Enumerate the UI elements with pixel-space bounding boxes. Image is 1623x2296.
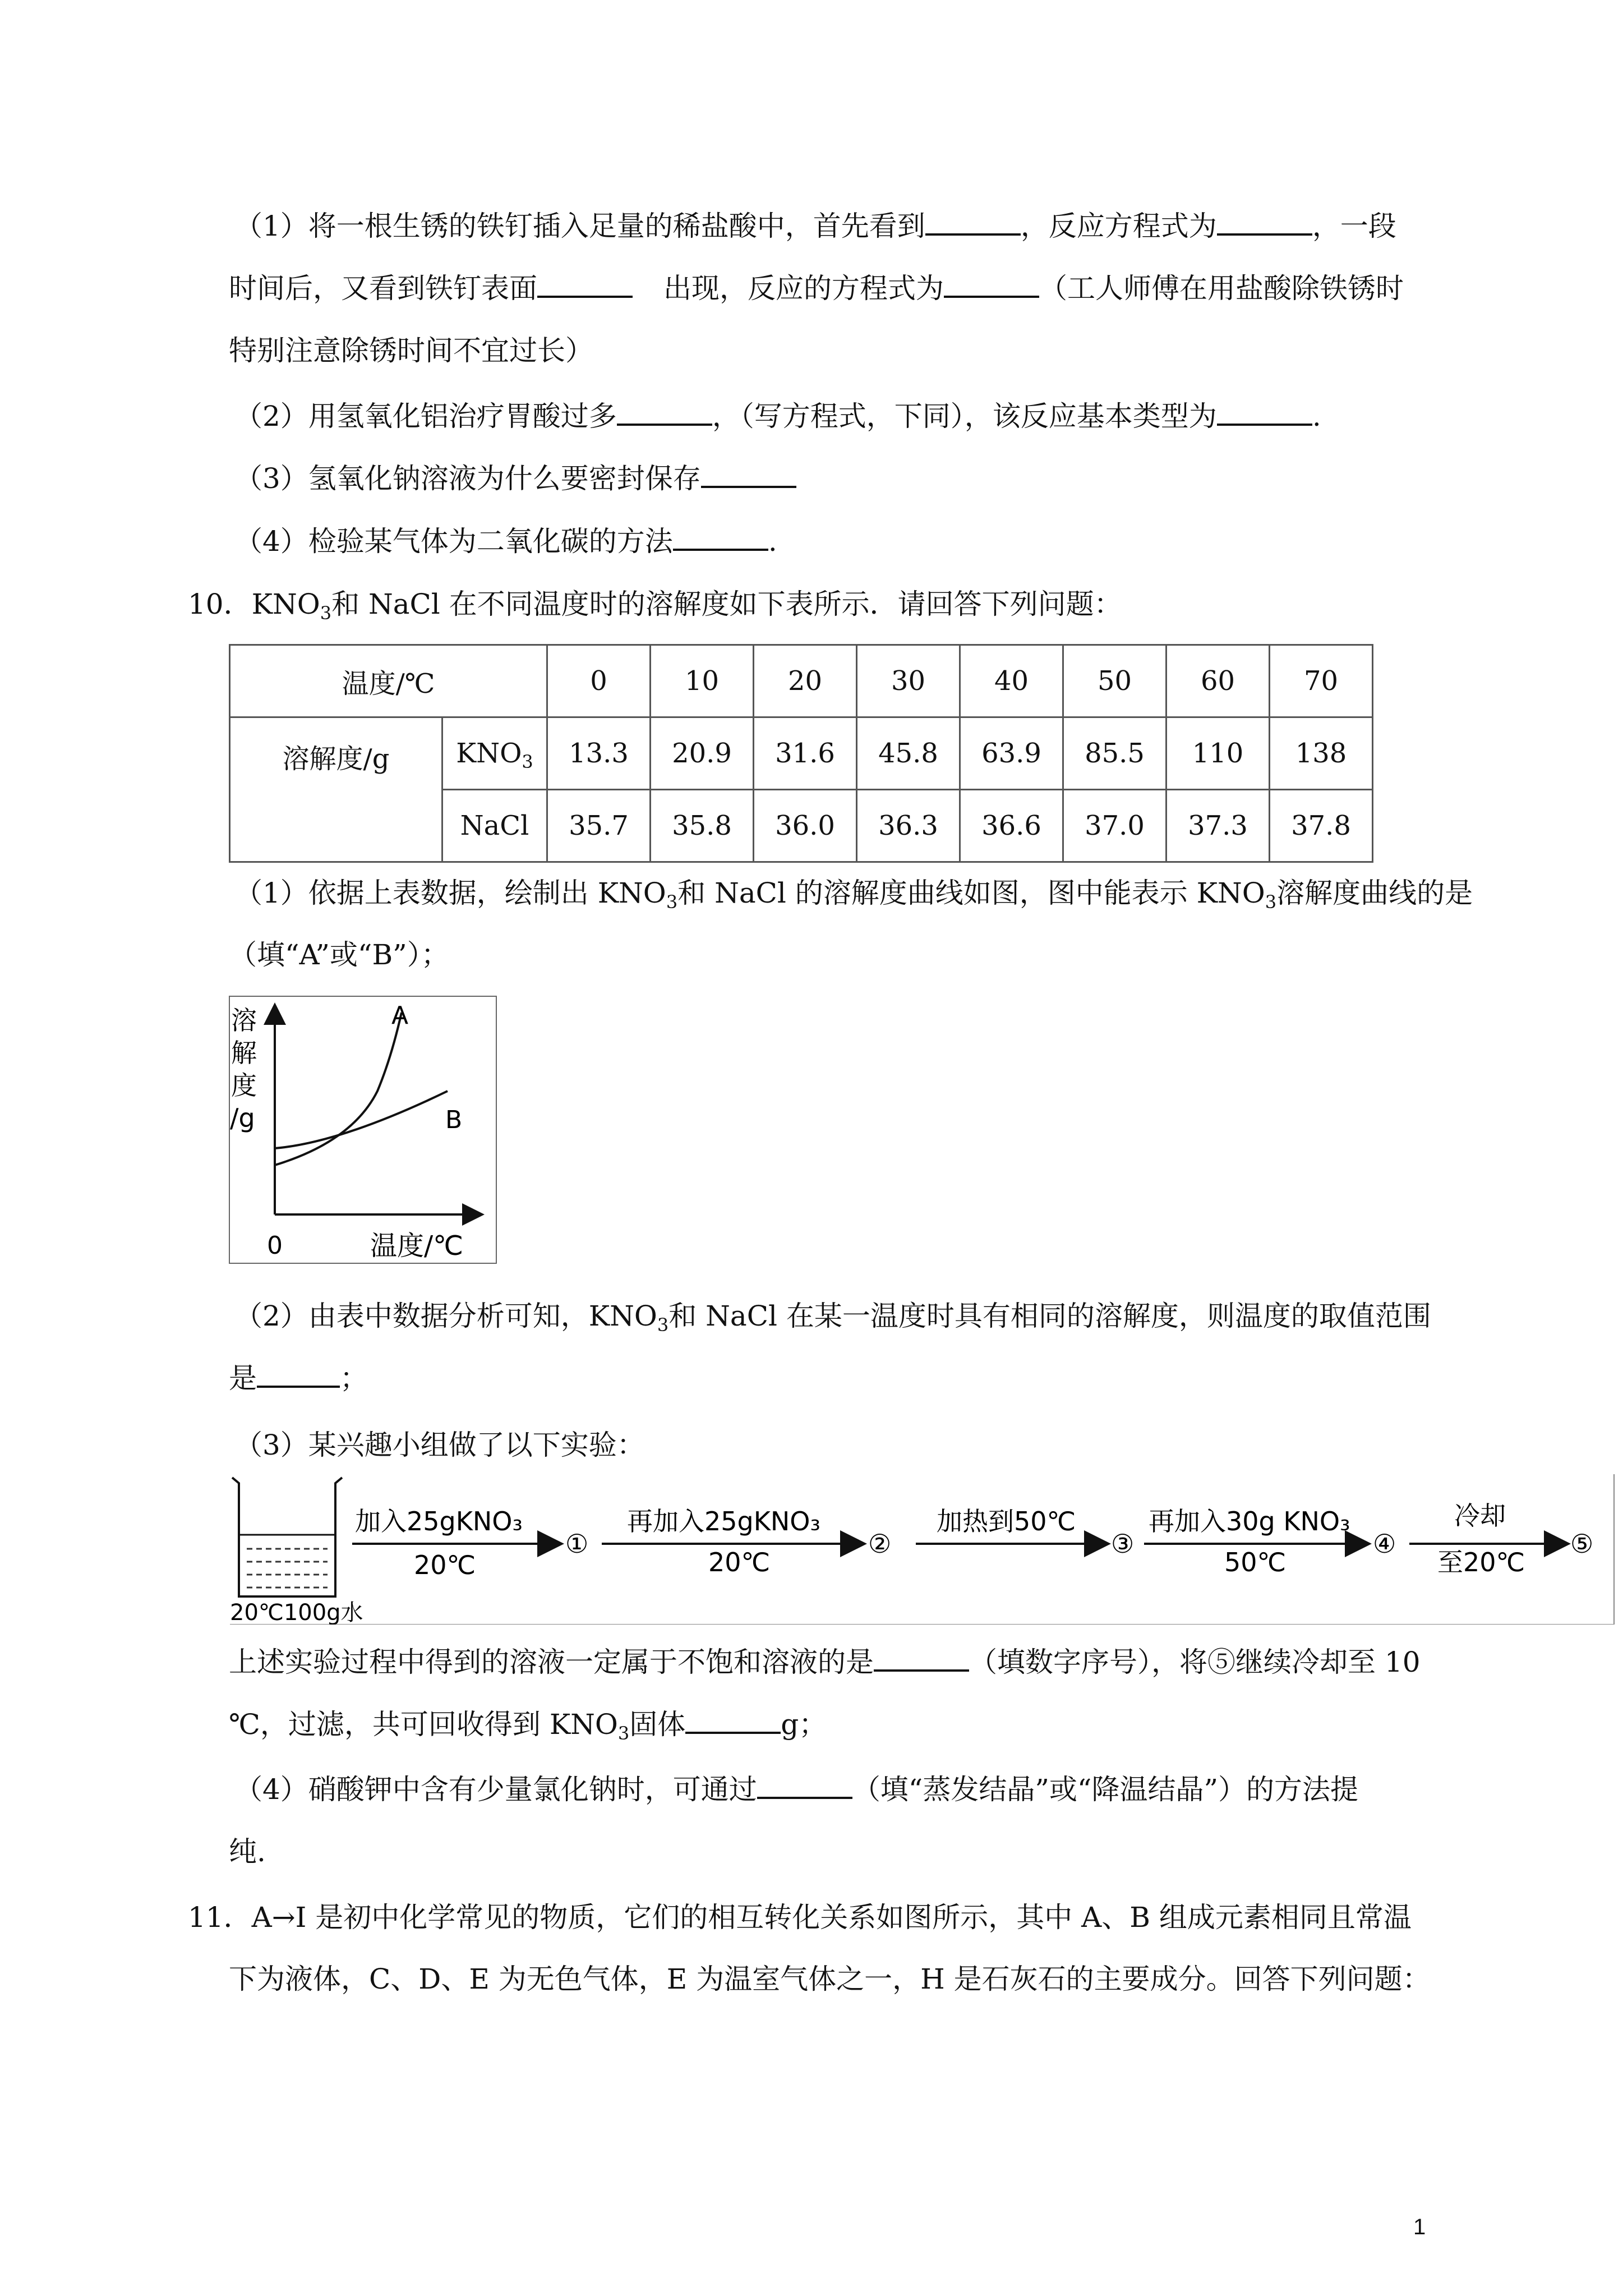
table-cell: 36.6 [960, 790, 1063, 862]
table-cell: 36.3 [857, 790, 960, 862]
table-cell: 37.3 [1166, 790, 1270, 862]
table-cell: 13.3 [547, 717, 651, 790]
q10-part3-question-line2: ℃，过滤，共可回收得到 $KNO_3$固体 g； [229, 1708, 827, 1744]
step4-temp: 50℃ [1224, 1547, 1287, 1577]
state-2: ② [868, 1529, 892, 1559]
table-cell: 50 [1063, 645, 1166, 717]
q10-part1-line1: （1）依据上表数据，绘制出 $KNO_3$和 NaCl 的溶解度曲线如图，图中能表示 $KNO_3$溶解度曲线的是 [234, 877, 1473, 913]
nacl-label: NaCl [442, 790, 547, 862]
table-cell: 37.8 [1270, 790, 1373, 862]
table-cell: 138 [1270, 717, 1373, 790]
answer-blank[interactable] [537, 290, 633, 298]
q11-stem-line2: 下为液体，C、D、E 为无色气体，E 为温室气体之一，H 是石灰石的主要成分。回答下列问题： [229, 1963, 1431, 1995]
q11-stem-line1: 11．A→I 是初中化学常见的物质，它们的相互转化关系如图所示，其中 A、B 组成元素相同且常温 [188, 1901, 1412, 1934]
step2-temp: 20℃ [708, 1547, 771, 1577]
table-cell: 85.5 [1063, 717, 1166, 790]
q10-part4-line2: 纯. [229, 1835, 266, 1868]
answer-blank[interactable] [673, 543, 768, 551]
step5-label: 冷却 [1454, 1501, 1506, 1531]
table-cell: 37.0 [1063, 790, 1166, 862]
q10-part3-intro: （3）某兴趣小组做了以下实验： [234, 1429, 645, 1461]
answer-blank[interactable] [685, 1726, 781, 1734]
page-number: 1 [1413, 2215, 1426, 2239]
table-cell: 70 [1270, 645, 1373, 717]
q9-part3: （3）氢氧化钠溶液为什么要密封保存 [234, 462, 796, 495]
table-cell: 20.9 [651, 717, 754, 790]
y-label-3: 度 [231, 1070, 257, 1101]
answer-blank[interactable] [701, 480, 796, 488]
state-4: ④ [1373, 1529, 1396, 1559]
q9-part1-line2: 时间后，又看到铁钉表面 出现，反应的方程式为 （工人师傅在用盐酸除铁锈时 [229, 272, 1404, 305]
y-label-2: 解 [231, 1038, 257, 1068]
table-cell: 0 [547, 645, 651, 717]
y-label-4: /g [230, 1103, 255, 1133]
table-row [230, 717, 1373, 790]
answer-blank[interactable] [1217, 228, 1312, 236]
table-cell: 31.6 [754, 717, 857, 790]
curve-a-label: A [391, 1001, 409, 1030]
beaker-icon [232, 1478, 342, 1596]
table-cell: 35.7 [547, 790, 651, 862]
q10-stem: 10．$KNO_3$和 NaCl 在不同温度时的溶解度如下表所示．请回答下列问题： [188, 588, 1122, 624]
q10-part4-line1: （4）硝酸钾中含有少量氯化钠时，可通过 （填“蒸发结晶”或“降温结晶”）的方法提 [234, 1773, 1359, 1806]
kno3-label: $KNO_3$ [442, 717, 547, 790]
q10-part1-line2: （填“A”或“B”）； [229, 938, 449, 971]
table-cell: 20 [754, 645, 857, 717]
table-row [230, 645, 1373, 717]
step4-label: 再加入30g KNO₃ [1149, 1506, 1350, 1536]
state-1: ① [565, 1529, 589, 1559]
curve-a [275, 1013, 402, 1165]
beaker-label: 20℃100g水 [230, 1600, 363, 1625]
answer-blank[interactable] [944, 290, 1039, 298]
answer-blank[interactable] [874, 1664, 969, 1672]
q9-part1-line1: （1）将一根生锈的铁钉插入足量的稀盐酸中，首先看到 ，反应方程式为 ，一段 [234, 210, 1396, 242]
experiment-flow-diagram [229, 1473, 1620, 1627]
q10-part2-line1: （2）由表中数据分析可知，$KNO_3$和 NaCl 在某一温度时具有相同的溶解度，则温度的取值范围 [234, 1300, 1431, 1336]
q10-part2-line2: 是 ； [229, 1362, 368, 1395]
state-5: ⑤ [1570, 1529, 1594, 1559]
solubility-header: 溶解度/g [230, 717, 442, 862]
temp-header: 温度/℃ [230, 645, 547, 717]
q9-part1-line3: 特别注意除锈时间不宜过长） [229, 334, 593, 367]
curve-b-label: B [445, 1106, 463, 1134]
q9-part2: （2）用氢氧化铝治疗胃酸过多 ，（写方程式，下同），该反应基本类型为 . [234, 400, 1321, 432]
solubility-table [229, 644, 1373, 863]
step1-label: 加入25gKNO₃ [355, 1506, 523, 1536]
table-cell: 10 [651, 645, 754, 717]
table-cell: 35.8 [651, 790, 754, 862]
step3-label: 加热到50℃ [937, 1506, 1076, 1536]
answer-blank[interactable] [1217, 418, 1312, 426]
table-cell: 40 [960, 645, 1063, 717]
answer-blank[interactable] [257, 1380, 340, 1388]
table-cell: 63.9 [960, 717, 1063, 790]
answer-blank[interactable] [925, 228, 1021, 236]
solubility-curve-figure [229, 996, 498, 1267]
state-3: ③ [1111, 1529, 1135, 1559]
table-cell: 36.0 [754, 790, 857, 862]
q10-part3-question-line1: 上述实验过程中得到的溶液一定属于不饱和溶液的是 （填数字序号），将⑤继续冷却至 10 [229, 1646, 1421, 1678]
table-cell: 30 [857, 645, 960, 717]
step1-temp: 20℃ [414, 1550, 476, 1580]
q9-part4: （4）检验某气体为二氧化碳的方法 . [234, 525, 777, 558]
step2-label: 再加入25gKNO₃ [627, 1506, 820, 1536]
y-label-1: 溶 [231, 1005, 257, 1036]
curve-b [275, 1091, 448, 1148]
x-axis-label: 温度/℃ [370, 1230, 464, 1262]
table-cell: 60 [1166, 645, 1270, 717]
table-cell: 45.8 [857, 717, 960, 790]
step5-temp: 至20℃ [1437, 1547, 1525, 1577]
answer-blank[interactable] [617, 418, 712, 426]
table-cell: 110 [1166, 717, 1270, 790]
origin-label: 0 [267, 1231, 283, 1260]
answer-blank[interactable] [757, 1791, 852, 1799]
